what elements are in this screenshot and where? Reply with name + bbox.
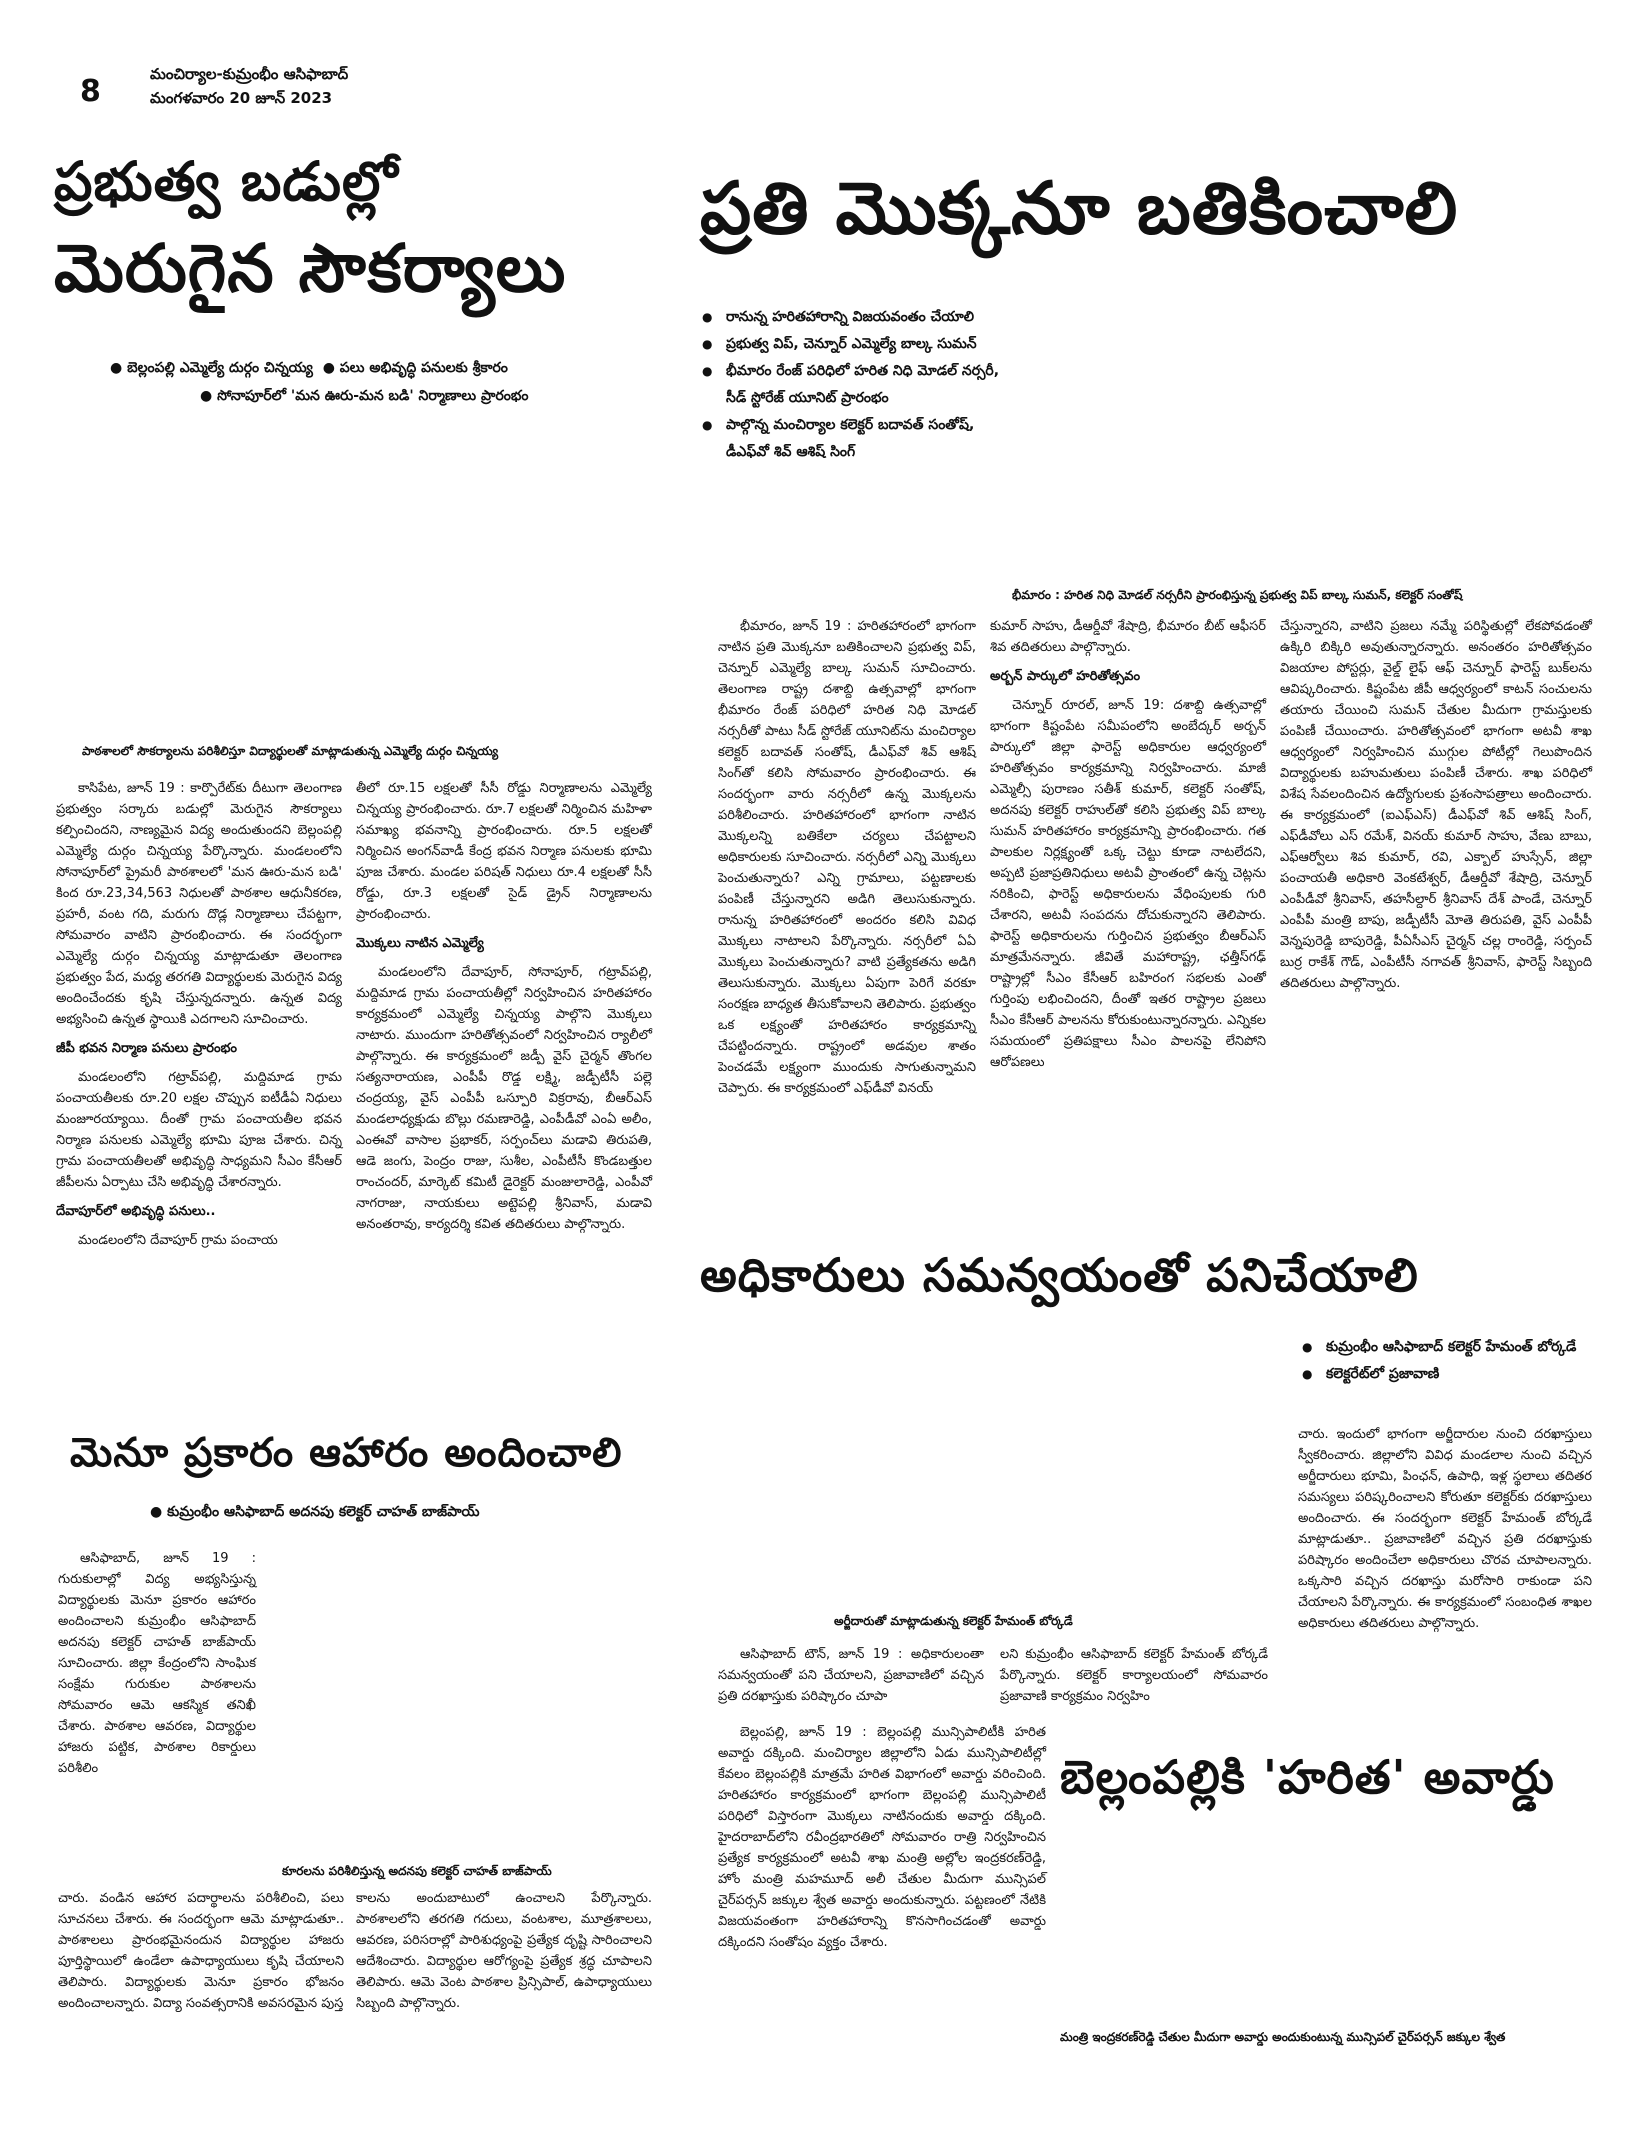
paragraph: కాసిపేట, జూన్‌ 19 : కార్పొరేట్‌కు దీటుగా తెలంగాణ ప్రభుత్వం సర్కారు బడుల్లో మెరుగైన సౌకర్యాలు కల్పించిందని, నాణ్యమైన విద్య అందుతుందని బెల్లంపల్లి ఎమ్మెల్యే దుర్గం చిన్నయ్య పేర్కొన్నారు. మండలంలోని సోనాపూర్‌లో ప్రైమరీ పాఠశాలలో 'మన ఊరు-మన బడి' కింద రూ.23,34,563 నిధులతో పాఠశాల ఆధునీకరణ, ప్రహరీ, వంట గది, మరుగు దొడ్ల నిర్మాణాలు చేపట్టగా, సోమవారం వాటిని ప్రారంభించారు. ఈ సందర్భంగా ఎమ్మెల్యే దుర్గం చిన్నయ్య మాట్లాడుతూ తెలంగాణ ప్రభుత్వం పేద, మధ్య తరగతి విద్యార్థులకు మెరుగైన విద్య అందించేందకు కృషి చేస్తున్నదన్నారు. ఉన్నత విద్య అభ్యసించి ఉన్నత స్థాయికి ఎదగాలని సూచించారు.	[56, 781, 342, 1027]
photo-prajavani	[700, 1328, 1286, 1606]
subheading: జీపీ భవన నిర్మాణ పనులు ప్రారంభం	[56, 1041, 237, 1056]
paragraph: బెల్లంపల్లి, జూన్‌ 19 : బెల్లంపల్లి మున్సిపాలిటీకి హరిత అవార్డు దక్కింది. మంచిర్యాల జిల్లాలోని ఏడు మున్సిపాలిటీల్లో కేవలం బెల్లంపల్లికి మాత్రమే హరిత విభాగంలో అవార్డు వరించింది. హరితహారం కార్యక్రమంలో భాగంగా బెల్లంపల్లి మున్సిపాలిటీ పరిధిలో విస్తారంగా మొక్కలు నాటినందుకు అవార్డు దక్కింది. హైదరాబాద్‌లోని రవీంద్రభారతిలో సోమవారం రాత్రి నిర్వహించిన ప్రత్యేక కార్యక్రమంలో అటవీ శాఖ మంత్రి అల్లోల ఇంద్రకరణ్‌రెడ్డి, హోం మంత్రి మహమూద్‌ అలీ చేతుల మీదుగా మున్సిపల్‌ చైర్‌పర్సన్‌ జక్కుల శ్వేత అవార్డు అందుకున్నారు. పట్టణంలో నేటికి విజయవంతంగా హరితహారాన్ని కొనసాగించడంతో అవార్డు దక్కిందని సంతోషం వ్యక్తం చేశారు.	[718, 1725, 1046, 1950]
article1-subheads	[110, 354, 670, 410]
caption-article3: కూరలను పరిశీలిస్తున్న అదనపు కలెక్టర్‌ చాహత్‌ బాజ్‌పాయ్‌	[282, 1864, 552, 1878]
bullet-item: ● పాల్గొన్న మంచిర్యాల కలెక్టర్‌ బదావత్‌ సంతోష్‌, డీఎఫ్‌వో శివ్‌ ఆశిష్‌ సింగ్‌	[700, 412, 1000, 466]
article1-column1	[56, 778, 342, 1251]
caption-article2: భీమారం : హరిత నిధి మోడల్‌ నర్సరీని ప్రారంభిస్తున్న ప్రభుత్వ విప్‌ బాల్క సుమన్‌, కలెక్టర్‌ సంతోష్‌	[1012, 588, 1463, 602]
headline-article3: మెనూ ప్రకారం ఆహారం అందించాలి	[70, 1430, 623, 1476]
bullet-item: ● కుమ్రంభీం ఆసిఫాబాద్‌ కలెక్టర్‌ హేమంత్‌ బోర్కడే	[1300, 1334, 1592, 1361]
headline-article2: ప్రతి మొక్కనూ బతికించాలి	[700, 166, 1459, 250]
article3-column1	[58, 1888, 344, 2014]
article2-column3	[1280, 616, 1592, 994]
headline-article1-line1: ప్రభుత్వ బడుల్లో	[54, 150, 399, 213]
photo-haritha-award	[1060, 1828, 1592, 2024]
subheading: దేవాపూర్‌లో అభివృద్ధి పనులు..	[56, 1204, 216, 1219]
subhead-item: ● పలు అభివృద్ధి పనులకు శ్రీకారం	[317, 360, 508, 376]
subhead-item: ● బెల్లంపల్లి ఎమ్మెల్యే దుర్గం చిన్నయ్య	[110, 360, 313, 376]
masthead	[150, 62, 348, 110]
article1-column2	[356, 778, 652, 1235]
bullet-item: ● భీమారం రేంజ్‌ పరిధిలో హరిత నిధి మోడల్‌ నర్సరీ, సీడ్‌ స్టోరేజ్‌ యూనిట్‌ ప్రారంభం	[700, 358, 1000, 412]
caption-article5: మంత్రి ఇంద్రకరణ్‌రెడ్డి చేతుల మీదుగా అవార్డు అందుకుంటున్న మున్సిపల్‌ చైర్‌పర్సన్‌ జక్కుల శ్వేత	[1060, 2030, 1506, 2044]
bullet-item: ● రానున్న హరితహారాన్ని విజయవంతం చేయాలి	[700, 304, 1000, 331]
photo-nursery-inauguration	[1012, 300, 1592, 578]
paragraph: భీమారం, జూన్‌ 19 : హరితహారంలో భాగంగా నాటిన ప్రతి మొక్కనూ బతికించాలని ప్రభుత్వ విప్‌, చెన్నూర్‌ ఎమ్మెల్యే బాల్క సుమన్‌ సూచించారు. తెలంగాణ రాష్ట్ర దశాబ్ది ఉత్సవాల్లో భాగంగా భీమారం రేంజ్‌ పరిధిలో హరిత నిధి మోడల్‌ నర్సరీతో పాటు సీడ్‌ స్టోరేజ్‌ యూనిట్‌ను మంచిర్యాల కలెక్టర్‌ బదావత్‌ సంతోష్‌, డీఎఫ్‌వో శివ్‌ ఆశిష్‌ సింగ్‌తో కలిసి సోమవారం ప్రారంభించారు. ఈ సందర్భంగా వారు నర్సరీలో ఉన్న మొక్కలను పరిశీలించారు. హరితహారంలో భాగంగా నాటిన మొక్కలన్ని బతికేలా చర్యలు చేపట్టాలని అధికారులకు సూచించారు. నర్సరీలో ఎన్ని మొక్కలు పెంచుతున్నారు? ఎన్ని గ్రామాలు, పట్టణాలకు పంపిణీ చేస్తున్నారని అడిగి తెలుసుకున్నారు. రానున్న హరితహారంలో అందరం కలిసి వివిధ మొక్కలు నాటాలని పేర్కొన్నారు. నర్సరీలో ఏఏ మొక్కలు పెంచుతున్నారు? వాటి ప్రత్యేకతను అడిగి తెలుసుకున్నారు. మొక్కలు ఏపుగా పెరిగే వరకూ సంరక్షణ బాధ్యత తీసుకోవాలని తెలిపారు. ప్రభుత్వం ఒక లక్ష్యంతో హరితహారం కార్యక్రమాన్ని చేపట్టిందన్నారు. రాష్ట్రంలో అడవుల శాతం పెంచడమే లక్ష్యంగా ముందుకు సాగుతున్నామని చెప్పారు. ఈ కార్యక్రమంలో ఎఫ్‌డీవో వినయ్‌	[718, 619, 976, 1096]
edition-date: మంగళవారం 20 జూన్ 2023	[150, 89, 333, 107]
paragraph: తీలో రూ.15 లక్షలతో సీసీ రోడ్డు నిర్మాణాలను ఎమ్మెల్యే చిన్నయ్య ప్రారంభించారు. రూ.7 లక్షలతో నిర్మించిన మహిళా సమాఖ్య భవనాన్ని ప్రారంభించారు. రూ.5 లక్షలతో నిర్మించిన అంగన్‌వాడీ కేంద్ర భవన నిర్మాణ పనులకు భూమి పూజ చేశారు. మండల పరిషత్‌ నిధులు రూ.4 లక్షలతో సీసీ రోడ్డు, రూ.3 లక్షలతో సైడ్‌ డ్రైన్‌ నిర్మాణాలను ప్రారంభించారు.	[356, 781, 652, 922]
article4-column1	[718, 1644, 984, 1707]
paragraph: కాలను అందుబాటులో ఉంచాలని పేర్కొన్నారు. పాఠశాలలోని తరగతి గదులు, వంటశాల, మూత్రశాలలు, ఆవరణ, పరిసరాల్లో పారిశుధ్యంపై ప్రత్యేక దృష్టి సారించాలని ఆదేశించారు. విద్యార్థుల ఆరోగ్యంపై ప్రత్యేక శ్రద్ధ చూపాలని తెలిపారు. ఆమె వెంట పాఠశాల ప్రిన్సిపాల్‌, ఉపాధ్యాయులు సిబ్బంది పాల్గొన్నారు.	[356, 1891, 652, 2011]
article2-column1	[718, 616, 976, 1099]
article3-lead	[58, 1548, 256, 1779]
article2-column2	[990, 616, 1266, 1073]
paragraph: ఆసిఫాబాద్‌, జూన్‌ 19 : గురుకులాల్లో విద్య అభ్యసిస్తున్న విద్యార్థులకు మెనూ ప్రకారం ఆహారం అందించాలని కుమ్రంభీం ఆసిఫాబాద్‌ అదనపు కలెక్టర్‌ చాహత్‌ బాజ్‌పాయ్‌ సూచించారు. జిల్లా కేంద్రంలోని సాంఘిక సంక్షేమ గురుకుల పాఠశాలను సోమవారం ఆమె ఆకస్మిక తనిఖీ చేశారు. పాఠశాల ఆవరణ, విద్యార్థుల హాజరు పట్టిక, పాఠశాల రికార్డులు పరిశీలిం	[58, 1551, 256, 1776]
paragraph: మండలంలోని దేవాపూర్‌, సోనాపూర్‌, గట్రావ్‌పల్లి, మద్దిమాడ గ్రామ పంచాయతీల్లో నిర్వహించిన హరితహారం కార్యక్రమంలో ఎమ్మెల్యే చిన్నయ్య పాల్గొని మొక్కలు నాటారు. ముందుగా హరితోత్సవంలో నిర్వహించిన ర్యాలీలో పాల్గొన్నారు. ఈ కార్యక్రమంలో జడ్పీ వైస్‌ చైర్మన్‌ తొంగల సత్యనారాయణ, ఎంపీపీ రొడ్డ లక్ష్మి, జడ్పీటీసీ పల్లె చంద్రయ్య, వైస్‌ ఎంపీపీ ఒస్పూరి విక్రరావు, బీఆర్‌ఎస్‌ మండలాధ్యక్షుడు బొల్లు రమణారెడ్డి, ఎంపీడీవో ఎంఏ అలీం, ఎంఈవో వాసాల ప్రభాకర్‌, సర్పంచ్‌లు మడావి తిరుపతి, ఆడె జంగు, పెంద్రం రాజు, సుశీల, ఎంపీటీసీ కొండబత్తుల రాంచందర్‌, మార్కెట్‌ కమిటీ డైరెక్టర్‌ మంజులారెడ్డి, ఎంపీవో నాగరాజు, నాయకులు అట్టెపల్లి శ్రీనివాస్‌, మడావి అనంతరావు, కార్యదర్శి కవిత తదితరులు పాల్గొన్నారు.	[356, 965, 652, 1232]
article4-column3	[1298, 1424, 1592, 1634]
article2-bullets	[700, 304, 1000, 466]
headline-article4: అధికారులు సమన్వయంతో పనిచేయాలి	[700, 1248, 1419, 1302]
headline-article5: బెల్లంపల్లికి 'హరిత' అవార్డు	[1060, 1750, 1555, 1804]
paragraph: చారు. వండిన ఆహార పదార్థాలను పరిశీలించి, పలు సూచనలు చేశారు. ఈ సందర్భంగా ఆమె మాట్లాడుతూ.. పాఠశాలలు ప్రారంభమైనందున విద్యార్థుల హాజరు పూర్తిస్థాయిలో ఉండేలా ఉపాధ్యాయులు కృషి చేయాలని తెలిపారు. విద్యార్థులకు మెనూ ప్రకారం భోజనం అందించాలన్నారు. విద్యా సంవత్సరానికి అవసరమైన పుస్త	[58, 1891, 344, 2011]
paragraph: చెన్నూర్‌ రూరల్‌, జూన్‌ 19: దశాబ్ది ఉత్సవాల్లో భాగంగా కిష్టంపేట సమీపంలోని అంబేద్కర్‌ అర్బన్‌ పార్కులో జిల్లా ఫారెస్ట్‌ అధికారుల ఆధ్వర్యంలో హరితోత్సవం కార్యక్రమాన్ని నిర్వహించారు. మాజీ ఎమ్మెల్సీ పురాణం సతీశ్‌ కుమార్‌, కలెక్టర్‌ సంతోష్‌, అదనపు కలెక్టర్‌ రాహుల్‌తో కలిసి ప్రభుత్వ విప్‌ బాల్క సుమన్‌ హరితహారం కార్యక్రమాన్ని ప్రారంభించారు. గత పాలకుల నిర్లక్ష్యంతో ఒక్క చెట్టు కూడా నాటలేదని, అప్పటి ప్రజాప్రతినిధులు అటవీ ప్రాంతంలో ఉన్న చెట్లను నరికించి, ఫారెస్ట్‌ అధికారులను వేధింపులకు గురి చేశారని, అటవీ సంపదను దోచుకున్నారని తెలిపారు. ఫారెస్ట్‌ అధికారులను గుర్తించిన ప్రభుత్వం బీఆర్‌ఎస్‌ మాత్రమేనన్నారు. జీవితే మహారాష్ట్ర, ఛత్తీస్‌గఢ్‌ రాష్ట్రాల్లో సీఎం కేసీఆర్‌ బహిరంగ సభలకు ఎంతో గుర్తింపు లభించిందని, దీంతో ఇతర రాష్ట్రాల ప్రజలు సీఎం కేసీఆర్‌ పాలనను కోరుకుంటున్నారన్నారు. ఎన్నికల సమయంలో ప్రతిపక్షాలు సీఎం పాలనపై లేనిపోని ఆరోపణలు	[990, 698, 1266, 1070]
photo-school-visit	[56, 418, 650, 736]
subhead-item: ● సోనాపూర్‌లో 'మన ఊరు-మన బడి' నిర్మాణాలు ప్రారంభం	[200, 388, 529, 404]
subheading: మొక్కలు నాటిన ఎమ్మెల్యే	[356, 936, 484, 951]
bullet-item: ● ప్రభుత్వ విప్‌, చెన్నూర్‌ ఎమ్మెల్యే బాల్క సుమన్‌	[700, 331, 1000, 358]
paragraph: చేస్తున్నారని, వాటిని ప్రజలు నమ్మే పరిస్థితుల్లో లేకపోవడంతో ఉక్కిరి బిక్కిరి అవుతున్నారన్నారు. అనంతరం హరితోత్సవం విజయాల పోస్టర్లు, వైల్డ్‌ లైఫ్‌ ఆఫ్‌ చెన్నూర్‌ ఫారెస్ట్‌ బుక్‌లను ఆవిష్కరించారు. కిష్టంపేట జీపీ ఆధ్వర్యంలో కాటన్‌ సంచులను తయారు చేయించి సుమన్‌ చేతుల మీదుగా గ్రామస్తులకు పంపిణీ చేయించారు. హరితోత్సవంలో భాగంగా అటవీ శాఖ ఆధ్వర్యంలో నిర్వహించిన ముగ్గుల పోటీల్లో గెలుపొందిన విద్యార్థులకు బహుమతులు పంపిణీ చేశారు. శాఖ పరిధిలో విశేష సేవలందించిన ఉద్యోగులకు ప్రశంసాపత్రాలు అందించారు. ఈ కార్యక్రమంలో (ఐఎఫ్‌ఎస్‌) డీఎఫ్‌వో శివ్‌ ఆశిష్‌ సింగ్‌, ఎఫ్‌డీవోలు ఎస్‌ రమేశ్‌, వినయ్‌ కుమార్‌ సాహు, వేణు బాబు, ఎఫ్‌ఆర్వోలు శివ కుమార్‌, రవి, ఎక్బాల్‌ హుస్సేన్‌, జిల్లా పంచాయతీ అధికారి వెంకటేశ్వర్‌, డీఆర్డీవో శేషాద్రి, చెన్నూర్‌ ఎంపీడీవో శ్రీనివాస్‌, తహసీల్దార్‌ శ్రీనివాస్‌ దేశ్‌ పాండే, చెన్నూర్‌ ఎంపీపీ మంత్రి బాపు, జడ్పీటీసీ మోతె తిరుపతి, వైస్‌ ఎంపీపీ వెన్నపురెడ్డి బాపురెడ్డి, పీఏసీఎస్‌ చైర్మన్‌ చల్ల రాంరెడ్డి, సర్పంచ్‌ బుర్ర రాకేశ్‌ గౌడ్‌, ఎంపీటీసీ నగావత్‌ శ్రీనివాస్‌, ఫారెస్ట్‌ సిబ్బంది తదితరులు పాల్గొన్నారు.	[1280, 619, 1592, 991]
paragraph: చారు. ఇందులో భాగంగా అర్జీదారుల నుంచి దరఖాస్తులు స్వీకరించారు. జిల్లాలోని వివిధ మండలాల నుంచి వచ్చిన అర్జీదారులు భూమి, పింఛన్‌, ఉపాధి, ఇళ్ల స్థలాలు తదితర సమస్యలు పరిష్కరించాలని కోరుతూ కలెక్టర్‌కు దరఖాస్తులు అందించారు. ఈ సందర్భంగా కలెక్టర్‌ హేమంత్‌ బోర్కడే మాట్లాడుతూ.. ప్రజావాణిలో వచ్చిన ప్రతి దరఖాస్తుకు పరిష్కారం అందించేలా అధికారులు చొరవ చూపాలన్నారు. ఒక్కసారి వచ్చిన దరఖాస్తు మరోసారి రాకుండా పని చేయాలని పేర్కొన్నారు. ఈ కార్యక్రమంలో సంబంధిత శాఖల అధికారులు తదితరులు పాల్గొన్నారు.	[1298, 1427, 1592, 1631]
headline-article1-line2: మెరుగైన సౌకర్యాలు	[54, 230, 567, 307]
article3-column2	[356, 1888, 652, 2014]
caption-article1: పాఠశాలలో సౌకర్యాలను పరిశీలిస్తూ విద్యార్థులతో మాట్లాడుతున్న ఎమ్మెల్యే దుర్గం చిన్నయ్య	[82, 744, 499, 758]
edition-name: మంచిర్యాల-కుమ్రంభీం ఆసిఫాబాద్	[150, 65, 349, 83]
paragraph: మండలంలోని గట్రావ్‌పల్లి, మద్దిమాడ గ్రామ పంచాయతీలకు రూ.20 లక్షల చొప్పున ఐటీడీఏ నిధులు మంజూరయ్యాయి. దీంతో గ్రామ పంచాయతీల భవన నిర్మాణ పనులకు ఎమ్మెల్యే భూమి పూజ చేశారు. చిన్న గ్రామ పంచాయతీలతో అభివృద్ధి సాధ్యమని సీఎం కేసీఆర్‌ జీపీలను ఏర్పాటు చేసి అభివృద్ధి చేశారన్నారు.	[56, 1070, 342, 1190]
paragraph: కుమార్‌ సాహు, డీఆర్డీవో శేషాద్రి, భీమారం బీట్‌ ఆఫీసర్‌ శివ తదితరులు పాల్గొన్నారు.	[990, 619, 1266, 655]
caption-article4: అర్జీదారుతో మాట్లాడుతున్న కలెక్టర్‌ హేమంత్‌ బోర్కడే	[834, 1614, 1073, 1628]
article3-subhead: ● కుమ్రంభీం ఆసిఫాబాద్‌ అదనపు కలెక్టర్‌ చాహత్‌ బాజ్‌పాయ్‌	[150, 1504, 480, 1520]
paragraph: మండలంలోని దేవాపూర్‌ గ్రామ పంచాయ	[78, 1233, 278, 1248]
bullet-item: ● కలెక్టరేట్‌లో ప్రజావాణి	[1300, 1361, 1592, 1388]
article4-bullets	[1300, 1334, 1592, 1388]
paragraph: లని కుమ్రంభీం ఆసిఫాబాద్‌ కలెక్టర్‌ హేమంత్‌ బోర్కడే పేర్కొన్నారు. కలెక్టర్‌ కార్యాలయంలో సోమవారం ప్రజావాణి కార్యక్రమం నిర్వహిం	[1000, 1647, 1268, 1704]
page-number: 8	[80, 74, 101, 109]
article4-column2	[1000, 1644, 1268, 1707]
subheading: అర్బన్‌ పార్కులో హరితోత్సవం	[990, 669, 1141, 684]
paragraph: ఆసిఫాబాద్‌ టౌన్‌, జూన్‌ 19 : అధికారులంతా సమన్వయంతో పని చేయాలని, ప్రజావాణిలో వచ్చిన ప్రతి దరఖాస్తుకు పరిష్కారం చూపా	[718, 1647, 984, 1704]
photo-gurukul-inspection	[270, 1548, 652, 1856]
article5-column	[718, 1722, 1046, 1953]
